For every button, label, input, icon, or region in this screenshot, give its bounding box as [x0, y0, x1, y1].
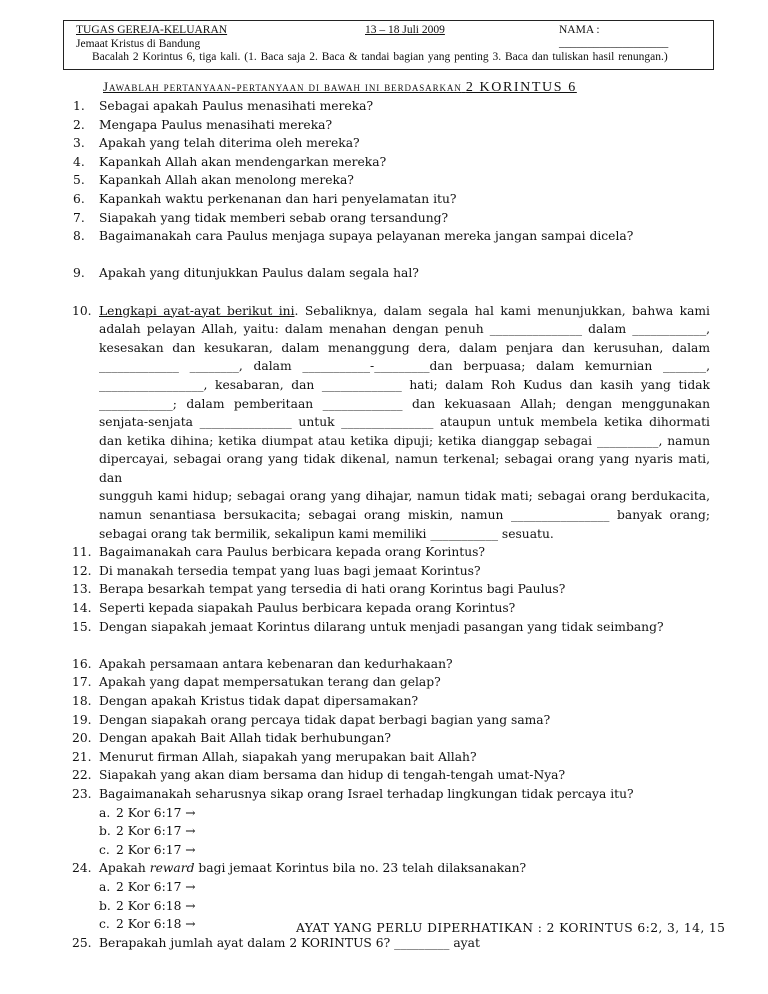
question-number: 15. [72, 619, 92, 634]
question-item [60, 766, 710, 785]
sub-item [60, 897, 710, 916]
question-number: 21. [72, 749, 92, 764]
question-number: 17. [72, 675, 92, 690]
question-text: Dengan siapakah orang percaya tidak dapat berbagi bagian yang sama? [99, 712, 551, 727]
question-group-16-23 [60, 655, 710, 804]
question-item [60, 748, 710, 767]
sub-item-letter: c. [99, 917, 110, 932]
section-title-book: 2 KORINTUS 6 [465, 80, 577, 95]
sub-item-reference[interactable]: 2 Kor 6:17 → [116, 842, 196, 857]
sub-item-letter: b. [99, 898, 111, 913]
question-text: Siapakah yang akan diam bersama dan hidup di tengah-tengah umat-Nya? [99, 768, 566, 783]
question-item [60, 599, 710, 618]
question-item [60, 673, 710, 692]
sub-item-reference[interactable]: 2 Kor 6:18 → [116, 898, 196, 913]
question-number: 22. [72, 768, 92, 783]
fill-in-line: namun senantiasa bersukacita; sebagai orang miskin, namun ________________ banyak orang; [99, 508, 710, 523]
question-item [60, 618, 710, 637]
question-list [60, 97, 710, 952]
question-number: 1. [73, 99, 85, 113]
question-text: Dengan apakah Bait Allah tidak berhubungan? [99, 731, 392, 746]
question-group-1-8 [60, 97, 710, 246]
question-number: 6. [73, 191, 85, 206]
question-number: 8. [73, 229, 85, 244]
question-number: 9. [73, 266, 85, 281]
question-text: Menurut firman Allah, siapakah yang merupakan bait Allah? [99, 749, 477, 764]
fill-in-line: adalah pelayan Allah, yaitu: dalam menahan dengan penuh _______________ dalam ____________, [99, 322, 710, 337]
question-number: 10. [72, 303, 92, 318]
header-box [63, 20, 714, 70]
question-group-11-15 [60, 543, 710, 636]
question-number: 12. [72, 563, 92, 578]
question-text: Bagaimanakah cara Paulus berbicara kepada orang Korintus? [99, 545, 486, 560]
question-item [60, 190, 710, 209]
section-title [103, 79, 683, 96]
question-number: 16. [72, 656, 92, 671]
sub-item-reference[interactable]: 2 Kor 6:18 → [116, 917, 196, 932]
worksheet-date: 13 – 18 Juli 2009 [365, 24, 445, 36]
fill-in-text: . Sebaliknya, dalam segala hal kami menunjukkan, bahwa kami [294, 303, 710, 318]
question-text: Kapankah Allah akan menolong mereka? [99, 173, 354, 188]
fill-in-line: dipercayai, sebagai orang yang tidak dikenal, namun terkenal; sebagai orang yang nyaris mati, dan [99, 452, 710, 485]
question-item [60, 227, 710, 246]
fill-in-line: sebagai orang tak bermilik, sekalipun kami memiliki ___________ sesuatu. [99, 526, 554, 541]
sub-item-letter: a. [99, 879, 111, 894]
question-item [60, 580, 710, 599]
sub-item-reference[interactable]: 2 Kor 6:17 → [116, 824, 196, 839]
question-text: Dengan siapakah jemaat Korintus dilarang untuk menjadi pasangan yang tidak seimbang? [99, 619, 664, 634]
question-number: 19. [72, 712, 92, 727]
question-text: Sebagai apakah Paulus menasihati mereka? [99, 99, 374, 113]
question-item [60, 171, 710, 190]
question-number: 5. [73, 173, 85, 188]
question-text-after: bagi jemaat Korintus bila no. 23 telah dilaksanakan? [194, 861, 527, 876]
question-text: Siapakah yang tidak memberi sebab orang tersandung? [99, 210, 449, 225]
fill-in-lead: Lengkapi ayat-ayat berikut ini [99, 303, 295, 318]
question-text: Dengan apakah Kristus tidak dapat dipersamakan? [99, 694, 419, 708]
question-item [60, 785, 710, 804]
question-text: Seperti kepada siapakah Paulus berbicara kepada orang Korintus? [99, 601, 516, 616]
question-number: 7. [73, 210, 85, 225]
question-item [60, 859, 710, 878]
q23-sub-items [60, 804, 710, 860]
church-name: Jemaat Kristus di Bandung [76, 38, 201, 50]
question-item [60, 543, 710, 562]
sub-item [60, 878, 710, 897]
sub-item [60, 822, 710, 841]
fill-in-passage[interactable] [99, 302, 710, 544]
section-title-prefix: Jawablah pertanyaan-pertanyaan di bawah ini berdasarkan [103, 79, 462, 94]
question-text: Di manakah tersedia tempat yang luas bagi jemaat Korintus? [99, 563, 481, 578]
name-field[interactable]: NAMA : ___________________ [559, 24, 669, 49]
question-text[interactable]: Berapakah jumlah ayat dalam 2 KORINTUS 6? _________ ayat [99, 935, 480, 950]
question-item-fill-in [60, 302, 710, 544]
question-text: Bagaimanakah seharusnya sikap orang Israel terhadap lingkungan tidak percaya itu? [99, 786, 634, 801]
fill-in-line: ____________; dalam pemberitaan _____________ dan kekuasaan Allah; dengan menggunakan [99, 396, 710, 411]
fill-in-line: senjata-senjata _______________ untuk _______________ ataupun untuk membela ketika dihormati [99, 415, 710, 430]
sub-item-letter: c. [99, 842, 110, 857]
question-text-before: Apakah [99, 861, 150, 876]
reading-instructions: Bacalah 2 Korintus 6, tiga kali. (1. Baca saja 2. Baca & tandai bagian yang penting 3. Baca dan tuliskan hasil renungan.) [92, 51, 668, 63]
sub-item-reference[interactable]: 2 Kor 6:17 → [116, 805, 196, 820]
sub-item-letter: a. [99, 805, 111, 820]
question-number: 18. [72, 694, 92, 708]
fill-in-line: _________________, kesabaran, dan _____________ hati; dalam Roh Kudus dan kasih yang tidak [99, 377, 710, 392]
question-item [60, 264, 710, 283]
question-item [60, 153, 710, 172]
fill-in-line: kesesakan dan kesukaran, dalam menanggung dera, dalam penjara dan kerusuhan, dalam [99, 340, 710, 355]
question-item [60, 562, 710, 581]
question-text: Kapankah waktu perkenanan dan hari penyelamatan itu? [99, 191, 457, 206]
question-item [60, 209, 710, 228]
question-item [60, 116, 710, 135]
question-item [60, 934, 710, 953]
question-text: Apakah yang dapat mempersatukan terang dan gelap? [99, 675, 441, 690]
question-number: 3. [73, 136, 85, 151]
question-item [60, 134, 710, 153]
question-number: 20. [72, 731, 92, 746]
question-text: Kapankah Allah akan mendengarkan mereka? [99, 154, 387, 169]
worksheet-title: TUGAS GEREJA-KELUARAN [76, 24, 228, 36]
question-number: 14. [72, 601, 92, 616]
question-text: Apakah yang telah diterima oleh mereka? [99, 136, 360, 151]
question-number: 4. [73, 154, 85, 169]
key-verses-footer: AYAT YANG PERLU DIPERHATIKAN : 2 KORINTUS 6:2, 3, 14, 15 [296, 921, 726, 935]
fill-in-line: sungguh kami hidup; sebagai orang yang dihajar, namun tidak mati; sebagai orang berdukacita, [99, 489, 710, 504]
question-item [60, 97, 710, 116]
question-number: 2. [73, 117, 85, 132]
question-text: Apakah persamaan antara kebenaran dan kedurhakaan? [99, 656, 453, 671]
question-text-emphasis: reward [149, 861, 195, 876]
question-text: Mengapa Paulus menasihati mereka? [99, 117, 333, 132]
sub-item [60, 804, 710, 823]
question-item [60, 692, 710, 711]
sub-item-letter: b. [99, 824, 111, 839]
question-item [60, 655, 710, 674]
sub-item-reference[interactable]: 2 Kor 6:17 → [116, 879, 196, 894]
sub-item [60, 841, 710, 860]
question-number: 13. [72, 582, 92, 597]
question-item [60, 711, 710, 730]
question-number: 23. [72, 786, 92, 801]
question-text: Apakah yang ditunjukkan Paulus dalam segala hal? [99, 266, 419, 281]
question-item [60, 729, 710, 748]
question-number: 25. [72, 935, 92, 950]
question-number: 11. [72, 545, 92, 560]
fill-in-line: dan ketika dihina; ketika diumpat atau ketika dipuji; ketika dianggap sebagai __________, namun [99, 433, 710, 448]
fill-in-line [99, 302, 710, 321]
question-text: Bagaimanakah cara Paulus menjaga supaya pelayanan mereka jangan sampai dicela? [99, 229, 634, 244]
fill-in-line: _____________ ________, dalam ___________-_________dan berpuasa; dalam kemurnian _______, [99, 359, 710, 374]
question-number: 24. [72, 861, 92, 876]
question-text: Berapa besarkah tempat yang tersedia di hati orang Korintus bagi Paulus? [99, 582, 566, 597]
